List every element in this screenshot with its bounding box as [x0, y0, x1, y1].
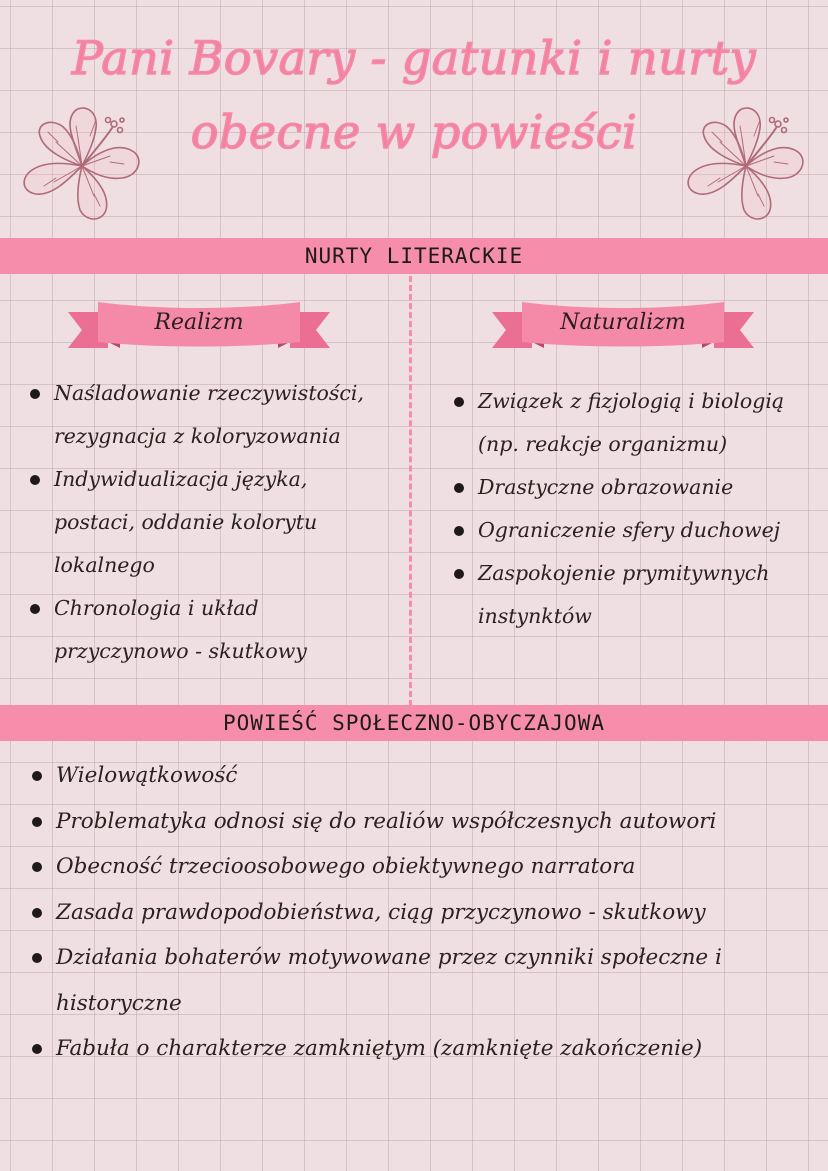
title-line-1: Pani Bovary - gatunki i nurty: [71, 31, 757, 85]
list-item: Wielowątkowość: [28, 753, 798, 799]
title-line-2: obecne w powieści: [190, 105, 638, 159]
ribbon-label-naturalizm: Naturalizm: [560, 310, 686, 335]
column-divider: [409, 276, 412, 706]
ribbon-naturalizm: [492, 298, 754, 354]
powiesc-list: [28, 753, 798, 1072]
list-item: Naśladowanie rzeczywistości, rezygnacja z koloryzowania: [26, 372, 386, 458]
list-item: Obecność trzecioosobowego obiektywnego narratora: [28, 844, 798, 890]
list-item: Działania bohaterów motywowane przez czynniki społeczne i historyczne: [28, 935, 798, 1026]
list-item: Zasada prawdopodobieństwa, ciąg przyczynowo - skutkowy: [28, 890, 798, 936]
hibiscus-flower-icon: [676, 98, 816, 228]
ribbon-realizm: [68, 298, 330, 354]
list-item: Związek z fizjologią i biologią (np. reakcje organizmu): [450, 380, 820, 466]
hibiscus-flower-icon: [12, 98, 152, 228]
section-heading-powiesc: POWIEŚĆ SPOŁECZNO-OBYCZAJOWA: [0, 705, 828, 741]
list-item: Indywidualizacja języka, postaci, oddanie kolorytu lokalnego: [26, 458, 386, 587]
section-heading-nurty: NURTY LITERACKIE: [0, 238, 828, 274]
ribbon-label-realizm: Realizm: [154, 310, 244, 335]
list-item: Drastyczne obrazowanie: [450, 466, 820, 509]
list-item: Fabuła o charakterze zamkniętym (zamknięte zakończenie): [28, 1026, 798, 1072]
list-item: Zaspokojenie prymitywnych instynktów: [450, 552, 820, 638]
realizm-list: [26, 372, 386, 673]
naturalizm-list: [450, 380, 820, 638]
list-item: Problematyka odnosi się do realiów współczesnych autowori: [28, 799, 798, 845]
list-item: Ograniczenie sfery duchowej: [450, 509, 820, 552]
list-item: Chronologia i układ przyczynowo - skutkowy: [26, 587, 386, 673]
